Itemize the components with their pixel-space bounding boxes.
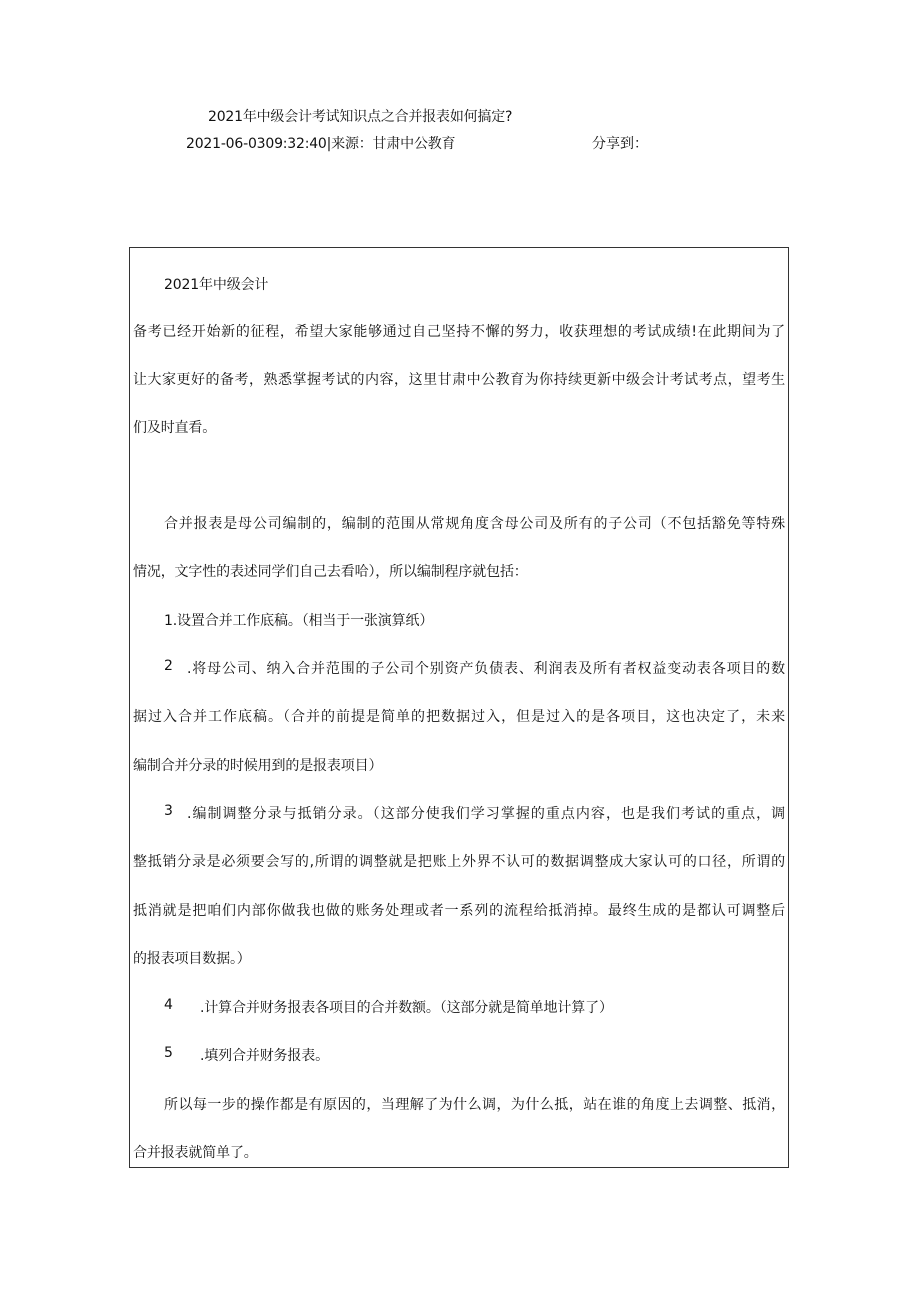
step-3-line-2: 整抵销分录是必须要会写的,所谓的调整就是把账上外界不认可的数据调整成大家认可的口径，所谓的 <box>133 854 785 870</box>
step-1: 1.设置合并工作底稿。（相当于一张演算纸） <box>164 613 434 629</box>
article-content-box <box>129 247 789 1168</box>
para1-line-2: 情况，文字性的表述同学们自己去看哈），所以编制程序就包括： <box>133 564 528 580</box>
step-4-number: 4 <box>164 997 173 1013</box>
step-5-text: .填列合并财务报表。 <box>200 1048 329 1064</box>
step-5-number: 5 <box>164 1045 173 1061</box>
intro-line-3: 们及时直看。 <box>133 420 217 436</box>
step-2-line-3: 编制合并分录的时候用到的是报表项目） <box>133 758 383 774</box>
article-title: 2021年中级会计考试知识点之合并报表如何搞定? <box>208 109 513 125</box>
intro-heading: 2021年中级会计 <box>164 277 269 293</box>
step-3-number: 3 <box>164 803 173 819</box>
step-2-number: 2 <box>164 658 173 674</box>
step-4-text: .计算合并财务报表各项目的合并数额。（这部分就是简单地计算了） <box>200 1000 613 1016</box>
article-meta: 2021-06-0309:32:40|来源：甘肃中公教育 <box>186 136 456 152</box>
step-2-line-2: 据过入合并工作底稿。（合并的前提是简单的把数据过入，但是过入的是各项目，这也决定了，未来 <box>133 709 785 725</box>
para1-line-1: 合并报表是母公司编制的，编制的范围从常规角度含母公司及所有的子公司（不包括豁免等特殊 <box>164 516 785 532</box>
step-3-line-3: 抵消就是把咱们内部你做我也做的账务处理或者一系列的流程给抵消掉。最终生成的是都认可调整后 <box>133 903 785 919</box>
conclusion-line-1: 所以每一步的操作都是有原因的，当理解了为什么调，为什么抵，站在谁的角度上去调整、抵消， <box>164 1097 785 1113</box>
step-3-line-4: 的报表项目数据。） <box>133 951 251 967</box>
share-label[interactable]: 分享到： <box>592 136 648 152</box>
step-2-line-1: .将母公司、纳入合并范围的子公司个别资产负债表、利润表及所有者权益变动表各项目的数 <box>187 661 785 677</box>
intro-line-1: 备考已经开始新的征程，希望大家能够通过自己坚持不懈的努力，收获理想的考试成绩!在此期间为了 <box>133 324 785 340</box>
conclusion-line-2: 合并报表就简单了。 <box>133 1145 258 1161</box>
intro-line-2: 让大家更好的备考，熟悉掌握考试的内容，这里甘肃中公教育为你持续更新中级会计考试考点，望考生 <box>133 372 785 388</box>
step-3-line-1: .编制调整分录与抵销分录。（这部分使我们学习掌握的重点内容，也是我们考试的重点，调 <box>187 806 785 822</box>
